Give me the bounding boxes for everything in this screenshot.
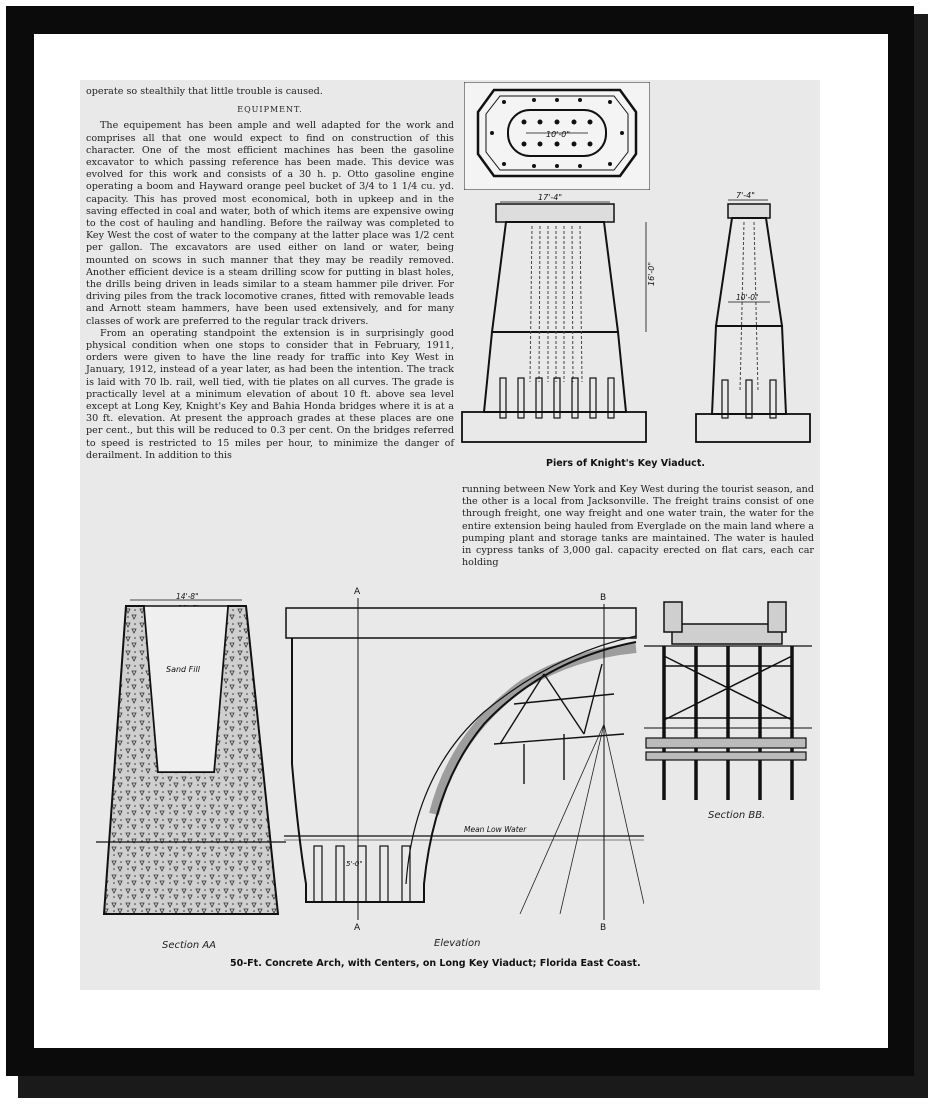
- article-paragraph-right: running between New York and Key West during the tourist season, and the other is a local from Jacksonville. The freight trains consist of one through freight, one way freight and one water train, the water for the entire extension being hauled from Everglade on the main land where a pumping plant and storage tanks are maintained. The water is hauled in cypress tanks of 3,000 gal. capacity erected on flat cars, each car holding: [462, 484, 814, 569]
- section-aa-drawing: [96, 592, 286, 920]
- frame-shadow-right: [914, 14, 928, 1098]
- piers-caption: Piers of Knight's Key Viaduct.: [546, 458, 705, 469]
- arch-caption: 50-Ft. Concrete Arch, with Centers, on Long Key Viaduct; Florida East Coast.: [230, 958, 641, 969]
- frame-shadow-bottom: [18, 1076, 928, 1098]
- printed-page: [80, 80, 820, 990]
- pier-dimension-top: 17'-4": [538, 193, 563, 202]
- side-dimension-top: 7'-4": [736, 192, 755, 200]
- frame-bottom: [6, 1048, 914, 1076]
- frame-top: [6, 6, 912, 34]
- article-paragraph: The equipement has been ample and well adapted for the work and comprises all that one would expect to find on construction of this character. One of the most efficient machines has been the gasoline excavator to which passing reference has been made. This device was evolved for this work and consists of a 30 h. p. Otto gasoline engine operating a boom and Hayward orange peel bucket of 3/4 to 1 1/4 cu. yd. capacity. This has proved most economical, both in upkeep and in the saving effected in coal and water, both of which items are expensive owing to the cost of hauling and handling. Before the railway was completed to Key West the cost of water to the company at the latter place was 1/2 cent per gallon. The excavators are used either on land or water, being mounted on scows in such manner that they may be readily removed. Another efficient device is a steam drilling scow for putting in blast holes, the drills being driven in leads similar to a steam hammer pile driver. For driving piles from the track locomotive cranes, fitted with removable leads and Arnott steam hammers, have been used extensively, and for many classes of work are preferred to the regular track drivers.: [86, 120, 454, 327]
- pier-side-drawing: [690, 192, 814, 446]
- section-bb-label: Section BB.: [708, 810, 766, 821]
- pier-plan-drawing: [464, 82, 650, 190]
- mean-low-water-label: Mean Low Water: [464, 825, 527, 834]
- footing-dimension: 5'-0": [346, 860, 363, 868]
- article-left-column: [86, 86, 454, 462]
- pier-height-dimension: 16'-0": [647, 261, 656, 286]
- section-heading: EQUIPMENT.: [237, 105, 303, 115]
- article-first-line: operate so stealthily that little trouble is caused.: [86, 86, 323, 97]
- section-aa-label: Section AA: [162, 940, 217, 951]
- section-mark-b-top: B: [600, 593, 607, 603]
- section-bb-drawing: [644, 600, 814, 818]
- elevation-label: Elevation: [434, 938, 481, 949]
- frame-left: [6, 6, 34, 1076]
- section-mark-a-bottom: A: [354, 923, 361, 933]
- side-dimension-mid: 10'-0": [736, 293, 759, 302]
- section-mark-b-bottom: B: [600, 923, 607, 933]
- article-right-column: [462, 484, 814, 569]
- arch-elevation-drawing: [284, 584, 644, 934]
- section-mark-a-top: A: [354, 587, 361, 597]
- pier-elevation-drawing: [460, 192, 670, 446]
- article-paragraph: From an operating standpoint the extension is in surprisingly good physical condition when one stops to consider that in February, 1911, orders were given to have the line ready for traffic into Key West in January, 1912, instead of a year later, as had been the intention. The track is laid with 70 lb. rail, well tied, with tie plates on all curves. The grade is practically level at a minimum elevation of about 10 ft. above sea level except at Long Key, Knight's Key and Bahia Honda bridges where it is at a 30 ft. elevation. At present the approach grades at these places are one per cent., but this will be reduced to 0.3 per cent. On the bridges referred to speed is restricted to 15 miles per hour, to minimize the danger of derailment. In addition to this: [86, 327, 454, 461]
- frame-right: [888, 6, 914, 1076]
- plan-dimension: 10'-0": [546, 130, 571, 139]
- section-aa-width: 14'-8": [176, 592, 199, 601]
- sand-fill-label: Sand Fill: [166, 665, 200, 674]
